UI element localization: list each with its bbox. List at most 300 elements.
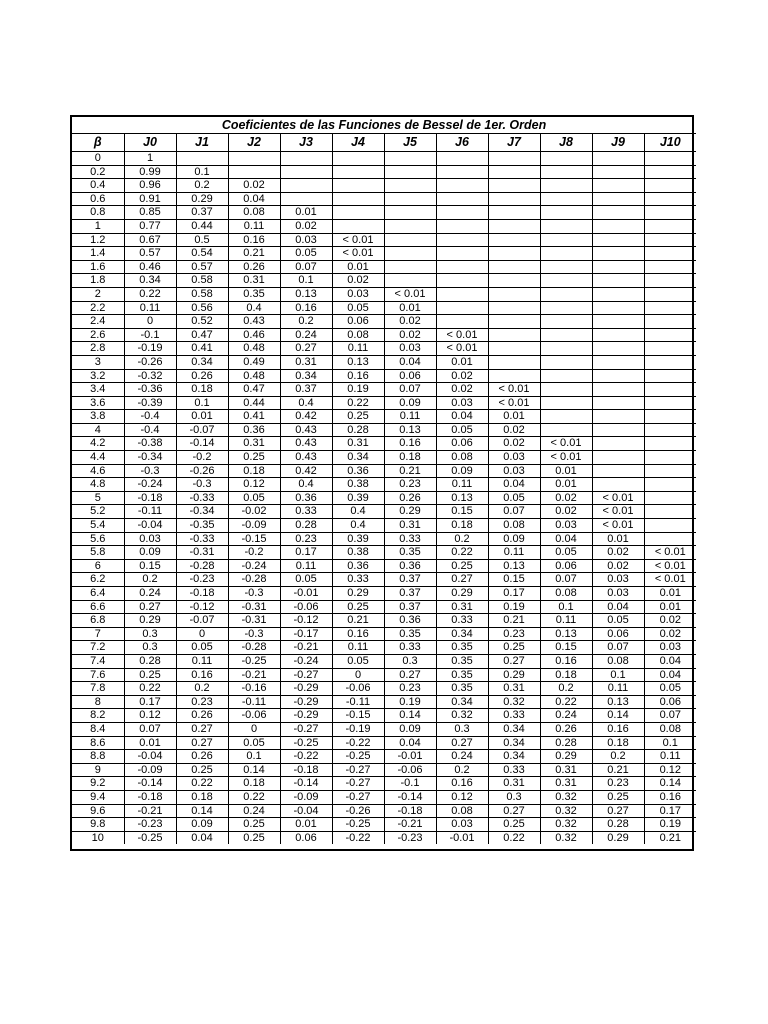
coefficient-cell: 0.09	[384, 396, 436, 410]
column-header-j8: J8	[540, 134, 592, 152]
beta-cell: 0.8	[72, 206, 124, 220]
coefficient-cell: 0.2	[592, 750, 644, 764]
coefficient-cell: < 0.01	[488, 383, 540, 397]
coefficient-cell: 0.58	[176, 274, 228, 288]
coefficient-cell: < 0.01	[384, 287, 436, 301]
coefficient-cell	[384, 274, 436, 288]
coefficient-cell: 0.4	[228, 301, 280, 315]
coefficient-cell: 0.03	[644, 641, 696, 655]
coefficient-cell	[592, 247, 644, 261]
coefficient-cell: 0.33	[488, 763, 540, 777]
coefficient-cell: 0.96	[124, 179, 176, 193]
coefficient-cell	[488, 233, 540, 247]
coefficient-cell: 0.19	[644, 818, 696, 832]
coefficient-cell	[644, 287, 696, 301]
coefficient-cell: 0.29	[540, 750, 592, 764]
bessel-coefficients-table	[72, 117, 696, 844]
column-header-j6: J6	[436, 134, 488, 152]
coefficient-cell: -0.25	[332, 818, 384, 832]
coefficient-cell: 0.91	[124, 192, 176, 206]
coefficient-cell: 0.32	[436, 709, 488, 723]
coefficient-cell: 0.11	[280, 559, 332, 573]
coefficient-cell: 0.22	[488, 831, 540, 844]
beta-cell: 8.4	[72, 722, 124, 736]
coefficient-cell: -0.24	[280, 654, 332, 668]
coefficient-cell: 0.07	[592, 641, 644, 655]
coefficient-cell: 0.18	[228, 464, 280, 478]
table-row	[72, 546, 696, 560]
coefficient-cell: 0.27	[436, 736, 488, 750]
coefficient-cell: 0.13	[436, 491, 488, 505]
coefficient-cell: -0.33	[176, 532, 228, 546]
coefficient-cell: 0.08	[592, 654, 644, 668]
coefficient-cell	[540, 342, 592, 356]
coefficient-cell: 0.11	[436, 478, 488, 492]
table-row	[72, 328, 696, 342]
coefficient-cell: -0.14	[124, 777, 176, 791]
coefficient-cell: 0.14	[592, 709, 644, 723]
coefficient-cell: 0.06	[280, 831, 332, 844]
coefficient-cell: 0.02	[592, 559, 644, 573]
coefficient-cell: 0.02	[384, 328, 436, 342]
coefficient-cell	[332, 219, 384, 233]
coefficient-cell: 0.34	[488, 736, 540, 750]
table-row	[72, 396, 696, 410]
coefficient-cell: 0.17	[124, 695, 176, 709]
coefficient-cell: 0.43	[280, 451, 332, 465]
beta-cell: 9.8	[72, 818, 124, 832]
coefficient-cell: 0.08	[644, 722, 696, 736]
coefficient-cell	[540, 152, 592, 166]
coefficient-cell: 0.08	[540, 587, 592, 601]
beta-cell: 1.2	[72, 233, 124, 247]
coefficient-cell	[644, 206, 696, 220]
coefficient-cell: -0.23	[124, 818, 176, 832]
coefficient-cell: 0.15	[124, 559, 176, 573]
table-row	[72, 763, 696, 777]
coefficient-cell: -0.09	[280, 790, 332, 804]
coefficient-cell: 0.43	[280, 437, 332, 451]
beta-cell: 7.2	[72, 641, 124, 655]
coefficient-cell: 0.34	[436, 627, 488, 641]
table-row	[72, 790, 696, 804]
coefficient-cell: 0.03	[280, 233, 332, 247]
coefficient-cell: -0.2	[228, 546, 280, 560]
coefficient-cell: 0.22	[436, 546, 488, 560]
coefficient-cell: 0.11	[592, 682, 644, 696]
coefficient-cell: -0.1	[384, 777, 436, 791]
coefficient-cell: -0.14	[384, 790, 436, 804]
coefficient-cell: 0.36	[384, 559, 436, 573]
coefficient-cell: 0.16	[540, 654, 592, 668]
table-row	[72, 573, 696, 587]
coefficient-cell	[540, 274, 592, 288]
coefficient-cell	[280, 152, 332, 166]
coefficient-cell: 0.25	[124, 668, 176, 682]
coefficient-cell: 0.26	[176, 750, 228, 764]
coefficient-cell	[280, 179, 332, 193]
table-row	[72, 491, 696, 505]
coefficient-cell	[592, 396, 644, 410]
coefficient-cell: 0.17	[280, 546, 332, 560]
coefficient-cell: 0.04	[592, 600, 644, 614]
coefficient-cell	[540, 383, 592, 397]
coefficient-cell	[592, 260, 644, 274]
coefficient-cell: 0.26	[228, 260, 280, 274]
coefficient-cell: 0.37	[384, 573, 436, 587]
coefficient-cell: 0.12	[124, 709, 176, 723]
beta-cell: 4	[72, 423, 124, 437]
coefficient-cell: -0.18	[280, 763, 332, 777]
coefficient-cell	[436, 247, 488, 261]
coefficient-cell: 0.2	[176, 682, 228, 696]
table-row	[72, 722, 696, 736]
coefficient-cell: 0.3	[124, 641, 176, 655]
table-row	[72, 682, 696, 696]
coefficient-cell: 0.28	[592, 818, 644, 832]
table-row	[72, 152, 696, 166]
coefficient-cell	[644, 383, 696, 397]
coefficient-cell	[540, 369, 592, 383]
beta-cell: 3.8	[72, 410, 124, 424]
coefficient-cell: 0.3	[124, 627, 176, 641]
coefficient-cell: -0.23	[384, 831, 436, 844]
coefficient-cell: 0.04	[488, 478, 540, 492]
coefficient-cell: 0.11	[384, 410, 436, 424]
coefficient-cell: -0.22	[280, 750, 332, 764]
coefficient-cell: 0.02	[436, 383, 488, 397]
coefficient-cell	[384, 206, 436, 220]
coefficient-cell: 0.05	[228, 491, 280, 505]
coefficient-cell: 0.39	[332, 491, 384, 505]
table-row	[72, 532, 696, 546]
coefficient-cell: 0.03	[436, 818, 488, 832]
coefficient-cell: -0.11	[124, 505, 176, 519]
beta-cell: 0.6	[72, 192, 124, 206]
coefficient-cell	[592, 437, 644, 451]
coefficient-cell: 0.16	[592, 722, 644, 736]
coefficient-cell: < 0.01	[436, 328, 488, 342]
coefficient-cell: -0.02	[228, 505, 280, 519]
coefficient-cell: -0.14	[280, 777, 332, 791]
coefficient-cell: 0.16	[436, 777, 488, 791]
coefficient-cell: 0.19	[488, 600, 540, 614]
coefficient-cell: 0.27	[436, 573, 488, 587]
coefficient-cell: 0.33	[332, 573, 384, 587]
beta-cell: 2.4	[72, 315, 124, 329]
coefficient-cell: 0.13	[332, 355, 384, 369]
coefficient-cell	[592, 206, 644, 220]
coefficient-cell: 0.34	[176, 355, 228, 369]
coefficient-cell: 0.25	[436, 559, 488, 573]
table-row	[72, 668, 696, 682]
coefficient-cell: 0.25	[228, 818, 280, 832]
coefficient-cell	[592, 355, 644, 369]
coefficient-cell: 0.32	[540, 804, 592, 818]
coefficient-cell	[540, 219, 592, 233]
coefficient-cell	[540, 192, 592, 206]
coefficient-cell: -0.4	[124, 423, 176, 437]
table-row	[72, 165, 696, 179]
coefficient-cell: 0.16	[176, 668, 228, 682]
table-title: Coeficientes de las Funciones de Bessel de 1er. Orden	[72, 117, 696, 134]
coefficient-cell: 0.03	[540, 519, 592, 533]
coefficient-cell	[488, 192, 540, 206]
coefficient-cell: 0.07	[124, 722, 176, 736]
beta-cell: 6.2	[72, 573, 124, 587]
coefficient-cell: 0.34	[124, 274, 176, 288]
coefficient-cell: 0.3	[488, 790, 540, 804]
coefficient-cell	[436, 219, 488, 233]
coefficient-cell: 0.34	[488, 750, 540, 764]
coefficient-cell	[436, 165, 488, 179]
coefficient-cell: 0.33	[488, 709, 540, 723]
beta-cell: 4.4	[72, 451, 124, 465]
coefficient-cell: 0.57	[124, 247, 176, 261]
coefficient-cell: 0.15	[488, 573, 540, 587]
coefficient-cell: -0.31	[228, 600, 280, 614]
coefficient-cell	[540, 233, 592, 247]
beta-cell: 9.2	[72, 777, 124, 791]
coefficient-cell: 0.08	[488, 519, 540, 533]
coefficient-cell	[488, 342, 540, 356]
table-row	[72, 695, 696, 709]
column-header-j9: J9	[592, 134, 644, 152]
coefficient-cell	[488, 287, 540, 301]
table-row	[72, 736, 696, 750]
table-body	[72, 152, 696, 845]
coefficient-cell: < 0.01	[592, 491, 644, 505]
beta-cell: 0.4	[72, 179, 124, 193]
coefficient-cell: 0.03	[332, 287, 384, 301]
coefficient-cell: -0.01	[280, 587, 332, 601]
coefficient-cell: 0.27	[280, 342, 332, 356]
coefficient-cell	[384, 165, 436, 179]
coefficient-cell: 0.18	[436, 519, 488, 533]
coefficient-cell: 0.46	[228, 328, 280, 342]
coefficient-cell: 0.14	[644, 777, 696, 791]
coefficient-cell: -0.3	[124, 464, 176, 478]
coefficient-cell: 0.38	[332, 478, 384, 492]
coefficient-cell: -0.15	[332, 709, 384, 723]
coefficient-cell	[644, 342, 696, 356]
coefficient-cell: -0.29	[280, 709, 332, 723]
coefficient-cell: 0.47	[228, 383, 280, 397]
coefficient-cell	[436, 287, 488, 301]
coefficient-cell: 0.2	[280, 315, 332, 329]
coefficient-cell	[644, 437, 696, 451]
coefficient-cell	[644, 451, 696, 465]
coefficient-cell	[592, 383, 644, 397]
coefficient-cell: -0.11	[228, 695, 280, 709]
beta-cell: 1	[72, 219, 124, 233]
beta-cell: 3	[72, 355, 124, 369]
coefficient-cell: 0.2	[436, 763, 488, 777]
coefficient-cell: -0.25	[124, 831, 176, 844]
coefficient-cell: 0.04	[384, 355, 436, 369]
beta-cell: 7.4	[72, 654, 124, 668]
coefficient-cell	[540, 315, 592, 329]
coefficient-cell: 0.32	[540, 818, 592, 832]
coefficient-cell	[540, 355, 592, 369]
coefficient-cell: -0.21	[384, 818, 436, 832]
coefficient-cell: 0.48	[228, 342, 280, 356]
coefficient-cell: 0.34	[332, 451, 384, 465]
coefficient-cell: 0.03	[124, 532, 176, 546]
coefficient-cell: 0.54	[176, 247, 228, 261]
beta-cell: 6	[72, 559, 124, 573]
coefficient-cell: < 0.01	[644, 573, 696, 587]
coefficient-cell: 0.18	[228, 777, 280, 791]
table-row	[72, 614, 696, 628]
beta-cell: 9.4	[72, 790, 124, 804]
coefficient-cell: 0.31	[540, 763, 592, 777]
coefficient-cell: -0.24	[228, 559, 280, 573]
table-row	[72, 423, 696, 437]
coefficient-cell	[592, 179, 644, 193]
beta-cell: 2.2	[72, 301, 124, 315]
coefficient-cell: 0.05	[488, 491, 540, 505]
coefficient-cell: 0.05	[332, 301, 384, 315]
coefficient-cell: 0.35	[436, 668, 488, 682]
coefficient-cell: 0.29	[384, 505, 436, 519]
coefficient-cell: 0.07	[384, 383, 436, 397]
coefficient-cell: 0.3	[384, 654, 436, 668]
coefficient-cell: 0.02	[540, 505, 592, 519]
coefficient-cell: 0.05	[592, 614, 644, 628]
coefficient-cell: -0.27	[332, 777, 384, 791]
coefficient-cell: 0.58	[176, 287, 228, 301]
coefficient-cell: 0.4	[280, 478, 332, 492]
table-row	[72, 342, 696, 356]
beta-cell: 2	[72, 287, 124, 301]
coefficient-cell: 0.27	[176, 722, 228, 736]
coefficient-cell: 0.08	[436, 804, 488, 818]
coefficient-cell: -0.06	[228, 709, 280, 723]
coefficient-cell	[644, 165, 696, 179]
coefficient-cell: 0.02	[332, 274, 384, 288]
coefficient-cell: -0.32	[124, 369, 176, 383]
coefficient-cell: 0.85	[124, 206, 176, 220]
coefficient-cell: 0.01	[176, 410, 228, 424]
coefficient-cell: 0.1	[540, 600, 592, 614]
coefficient-cell	[592, 451, 644, 465]
coefficient-cell: 0.17	[488, 587, 540, 601]
coefficient-cell: -0.01	[436, 831, 488, 844]
coefficient-cell: -0.3	[228, 627, 280, 641]
coefficient-cell: 0.25	[176, 763, 228, 777]
coefficient-cell: 0.27	[488, 654, 540, 668]
coefficient-cell	[540, 206, 592, 220]
coefficient-cell: -0.19	[124, 342, 176, 356]
beta-cell: 10	[72, 831, 124, 844]
coefficient-cell: 0.24	[228, 804, 280, 818]
coefficient-cell: -0.31	[176, 546, 228, 560]
beta-cell: 0	[72, 152, 124, 166]
coefficient-cell: 0.22	[176, 777, 228, 791]
coefficient-cell: 0.31	[228, 274, 280, 288]
table-row	[72, 410, 696, 424]
coefficient-cell: 0.06	[644, 695, 696, 709]
coefficient-cell: 0.04	[176, 831, 228, 844]
coefficient-cell: < 0.01	[332, 233, 384, 247]
coefficient-cell: -0.17	[280, 627, 332, 641]
coefficient-cell	[488, 206, 540, 220]
coefficient-cell: 0.33	[436, 614, 488, 628]
coefficient-cell: 0.22	[332, 396, 384, 410]
coefficient-cell: 0.06	[540, 559, 592, 573]
coefficient-cell: 0.27	[124, 600, 176, 614]
coefficient-cell	[332, 179, 384, 193]
coefficient-cell: 0.11	[540, 614, 592, 628]
coefficient-cell: 0.32	[488, 695, 540, 709]
table-row	[72, 383, 696, 397]
coefficient-cell: < 0.01	[540, 451, 592, 465]
coefficient-cell: -0.09	[228, 519, 280, 533]
coefficient-cell: 0.2	[436, 532, 488, 546]
beta-cell: 2.6	[72, 328, 124, 342]
coefficient-cell: 0.04	[644, 654, 696, 668]
coefficient-cell: 0.09	[124, 546, 176, 560]
column-header-j10: J10	[644, 134, 696, 152]
coefficient-cell: 0.29	[592, 831, 644, 844]
coefficient-cell: 0.48	[228, 369, 280, 383]
coefficient-cell	[540, 247, 592, 261]
coefficient-cell	[488, 165, 540, 179]
table-row	[72, 600, 696, 614]
coefficient-cell	[644, 260, 696, 274]
coefficient-cell: 0.24	[124, 587, 176, 601]
coefficient-cell: -0.39	[124, 396, 176, 410]
coefficient-cell	[644, 410, 696, 424]
coefficient-cell: 0.01	[436, 355, 488, 369]
beta-cell: 3.4	[72, 383, 124, 397]
header-row	[72, 134, 696, 152]
beta-cell: 5.2	[72, 505, 124, 519]
coefficient-cell	[592, 192, 644, 206]
coefficient-cell: 0.29	[176, 192, 228, 206]
coefficient-cell: 0.36	[332, 559, 384, 573]
coefficient-cell: -0.26	[176, 464, 228, 478]
coefficient-cell: -0.21	[228, 668, 280, 682]
coefficient-cell: -0.06	[332, 682, 384, 696]
coefficient-cell: -0.11	[332, 695, 384, 709]
coefficient-cell: 0.24	[436, 750, 488, 764]
coefficient-cell: 1	[124, 152, 176, 166]
coefficient-cell: 0.18	[540, 668, 592, 682]
coefficient-cell	[488, 328, 540, 342]
coefficient-cell	[644, 328, 696, 342]
coefficient-cell: 0.07	[644, 709, 696, 723]
coefficient-cell: 0.04	[644, 668, 696, 682]
coefficient-cell: 0.08	[228, 206, 280, 220]
coefficient-cell	[644, 247, 696, 261]
coefficient-cell: -0.22	[332, 831, 384, 844]
coefficient-cell: 0.09	[436, 464, 488, 478]
coefficient-cell: 0.16	[280, 301, 332, 315]
coefficient-cell	[384, 247, 436, 261]
coefficient-cell: 0.11	[176, 654, 228, 668]
beta-cell: 4.2	[72, 437, 124, 451]
coefficient-cell: 0.13	[488, 559, 540, 573]
coefficient-cell: 0.08	[332, 328, 384, 342]
table-row	[72, 206, 696, 220]
coefficient-cell: 0.03	[488, 451, 540, 465]
coefficient-cell: 0.31	[280, 355, 332, 369]
coefficient-cell: -0.04	[124, 750, 176, 764]
coefficient-cell: 0.27	[176, 736, 228, 750]
table-row	[72, 559, 696, 573]
